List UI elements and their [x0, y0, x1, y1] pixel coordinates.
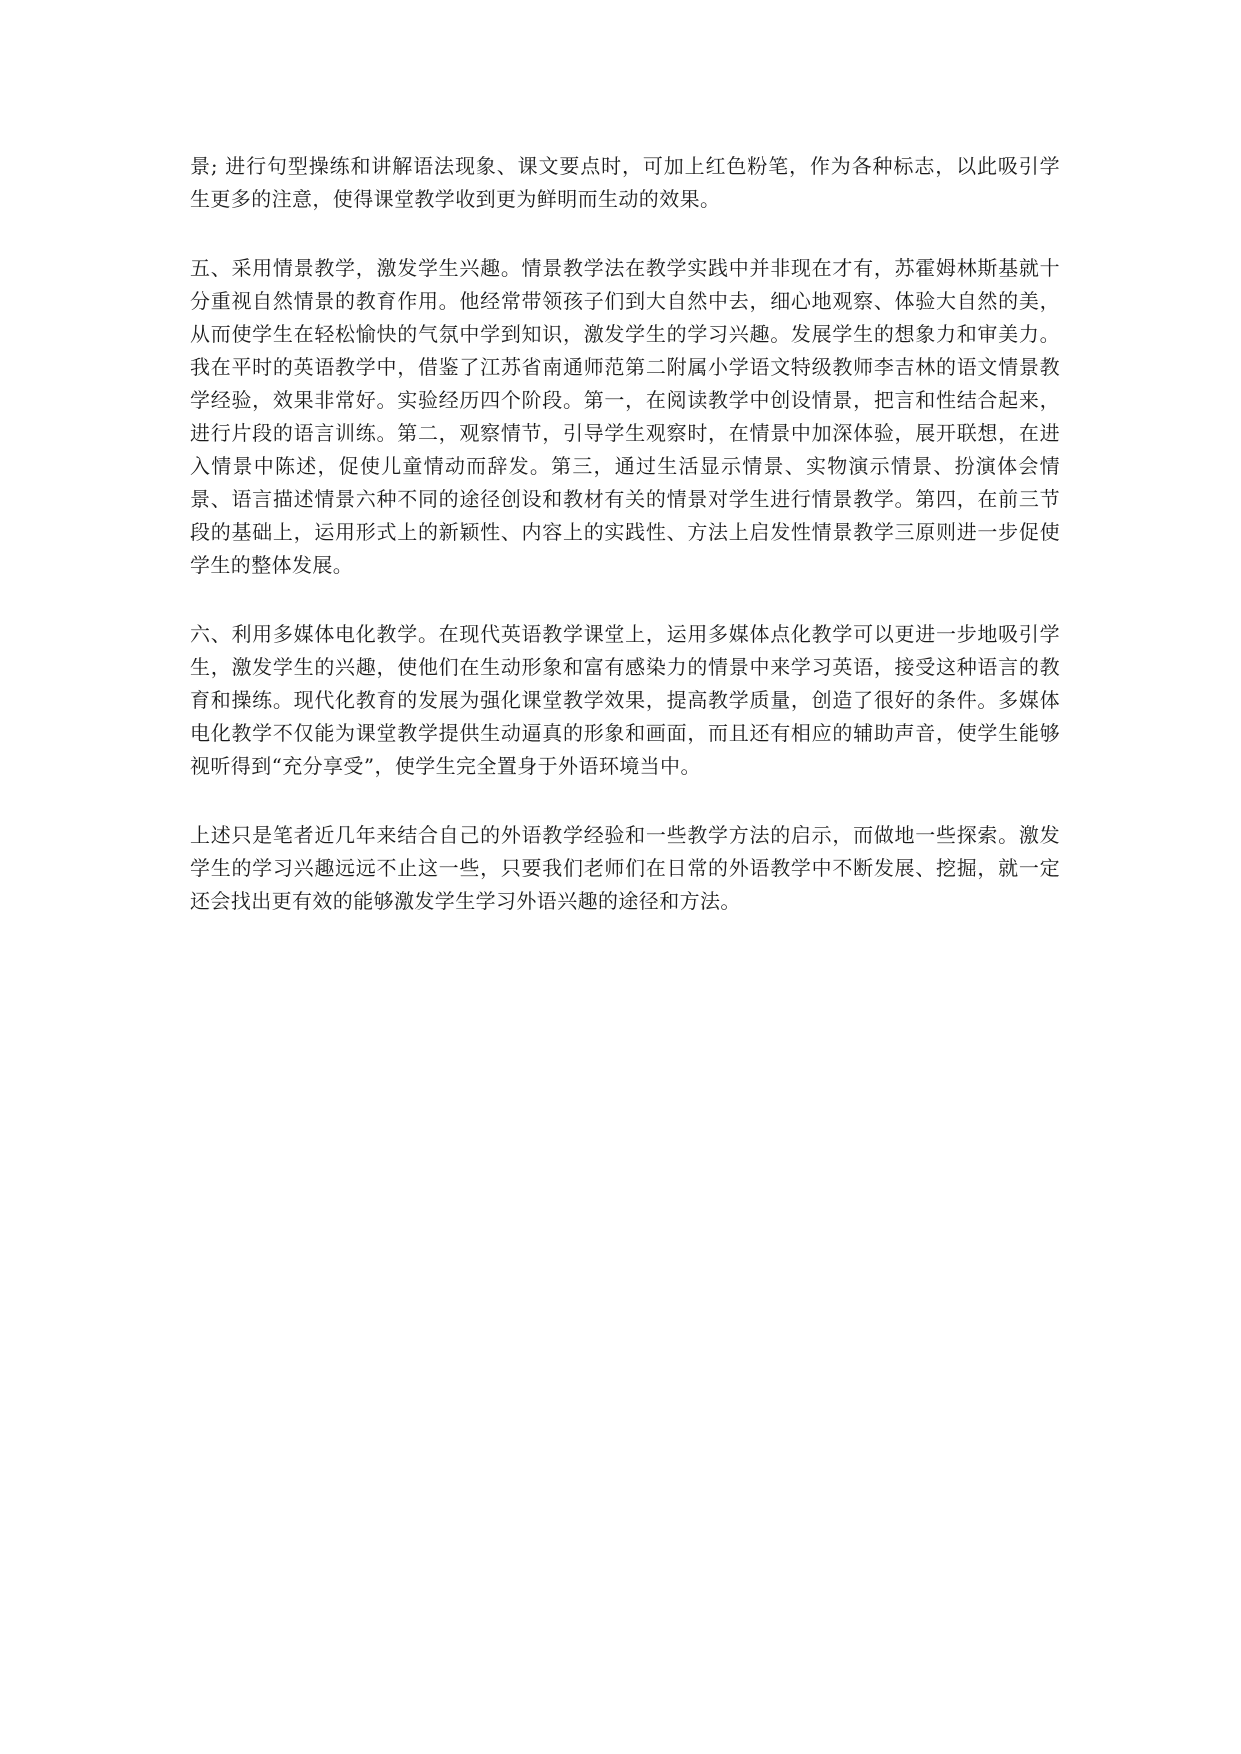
paragraph-continuation: 景; 进行句型操练和讲解语法现象、课文要点时，可加上红色粉笔，作为各种标志，以此吸引学生更多的注意，使得课堂教学收到更为鲜明而生动的效果。: [190, 154, 1060, 211]
paragraph-scenario-teaching: 五、采用情景教学，激发学生兴趣。情景教学法在教学实践中并非现在才有，苏霍姆林斯基就十分重视自然情景的教育作用。他经常带领孩子们到大自然中去，细心地观察、体验大自然的美，从而使学生在轻松愉快的气氛中学到知识，激发学生的学习兴趣。发展学生的想象力和审美力。我在平时的英语教学中，借鉴了江苏省南通师范第二附属小学语文特级教师李吉林的语文情景教学经验，效果非常好。实验经历四个阶段。第一，在阅读教学中创设情景，把言和性结合起来，进行片段的语言训练。第二，观察情节，引导学生观察时，在情景中加深体验，展开联想，在进入情景中陈述，促使儿童情动而辞发。第三，通过生活显示情景、实物演示情景、扮演体会情景、语言描述情景六种不同的途径创设和教材有关的情景对学生进行情景教学。第四，在前三节段的基础上，运用形式上的新颖性、内容上的实践性、方法上启发性情景教学三原则进一步促使学生的整体发展。: [190, 256, 1060, 577]
paragraph-conclusion: 上述只是笔者近几年来结合自己的外语教学经验和一些教学方法的启示，而做地一些探索。激发学生的学习兴趣远远不止这一些，只要我们老师们在日常的外语教学中不断发展、挖掘，就一定还会找出更有效的能够激发学生学习外语兴趣的途径和方法。: [190, 823, 1060, 913]
paragraph-multimedia-teaching: 六、利用多媒体电化教学。在现代英语教学课堂上，运用多媒体点化教学可以更进一步地吸引学生，激发学生的兴趣，使他们在生动形象和富有感染力的情景中来学习英语，接受这种语言的教育和操练。现代化教育的发展为强化课堂教学效果，提高教学质量，创造了很好的条件。多媒体电化教学不仅能为课堂教学提供生动逼真的形象和画面，而且还有相应的辅助声音，使学生能够视听得到“充分享受”，使学生完全置身于外语环境当中。: [190, 622, 1060, 778]
document-page: [190, 150, 1060, 954]
